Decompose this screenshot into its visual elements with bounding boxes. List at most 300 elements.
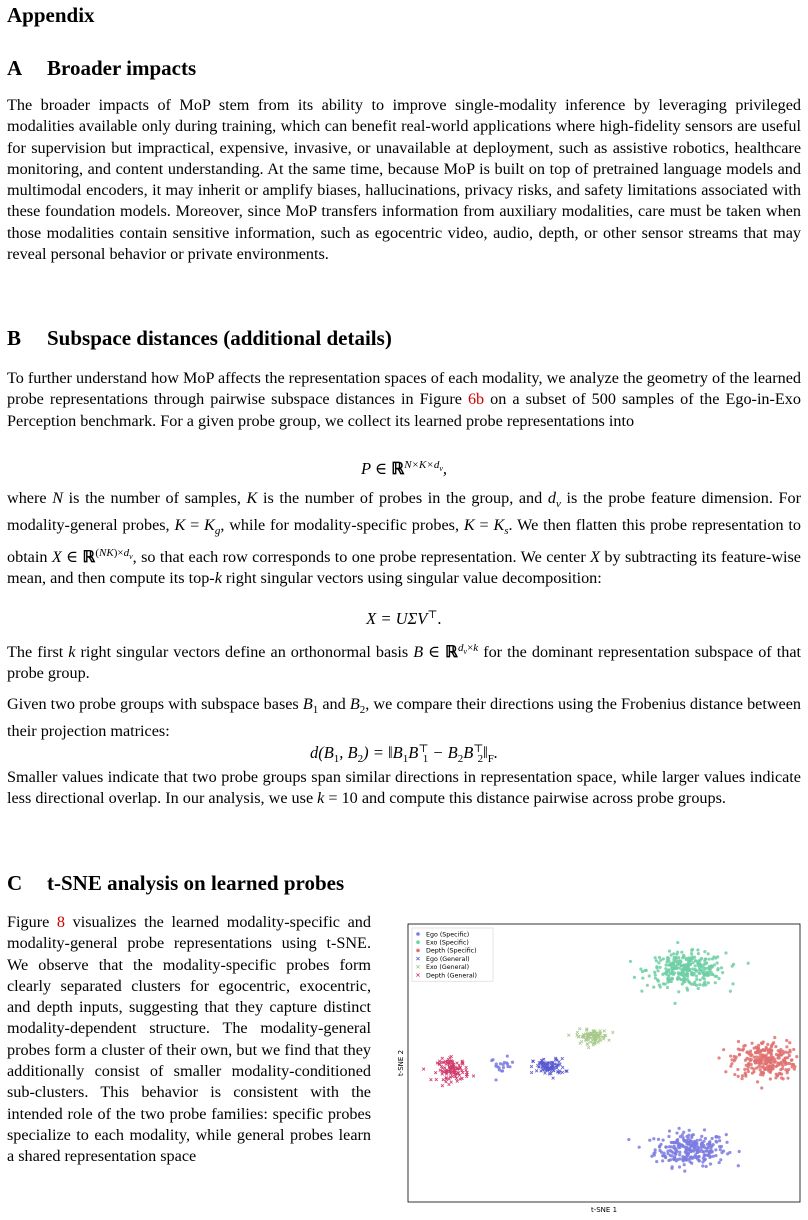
scatter-point (682, 1159, 685, 1162)
scatter-point (781, 1067, 784, 1070)
section-number: A (7, 56, 23, 80)
scatter-point (793, 1065, 796, 1068)
scatter-point (688, 1129, 691, 1132)
scatter-point (655, 1160, 658, 1163)
scatter-point (769, 1077, 772, 1080)
scatter-point (769, 1070, 772, 1073)
scatter-point (714, 1135, 717, 1138)
scatter-point (700, 957, 703, 960)
scatter-point (741, 1077, 744, 1080)
scatter-point (785, 1039, 788, 1042)
scatter-point (703, 1128, 706, 1131)
scatter-point (738, 1048, 741, 1051)
section-b-paragraph-5: Smaller values indicate that two probe groups span similar directions in representation space, while larger values indicate less directional overlap. In our analysis, we use k = 10 and compute this distance pairwise across probe groups. (7, 768, 801, 808)
scatter-point (788, 1041, 791, 1044)
scatter-point (765, 1046, 768, 1049)
scatter-point (737, 1164, 740, 1167)
scatter-point (707, 974, 710, 977)
scatter-point (768, 1056, 771, 1059)
scatter-point (725, 1133, 728, 1136)
scatter-point (708, 1142, 711, 1145)
section-b-paragraph-3: The first k right singular vectors define an orthonormal basis B ∈ ℝ$^{d_v\times k}$ for the dominant representation subspace of that probe group. (7, 642, 801, 683)
scatter-point (700, 1135, 703, 1138)
scatter-point (703, 977, 706, 980)
scatter-point (688, 957, 691, 960)
legend-label: Depth (General) (426, 972, 477, 980)
scatter-point (678, 1151, 681, 1154)
section-a-paragraph: The broader impacts of MoP stem from its ability to improve single-modality inference by leveraging privileged modalities available only during training, which can benefit real-world applications where high-fidelity sensors are useful for supervision but impractical, expensive, invasive, or unavailable at deployment, such as assistive robotics, healthcare monitoring, and content understanding. At the same time, because MoP is built on top of pretrained language models and multimodal encoders, it may inherit or amplify biases, hallucinations, privacy risks, and safety limitations associated with these foundation models. Moreover, since MoP transfers information from auxiliary modalities, care must be taken when those modalities contain sensitive information, such as egocentric video, audio, depth, or other sensor streams that may reveal personal behavior or private environments. (7, 96, 801, 264)
scatter-point (702, 963, 705, 966)
scatter-point (760, 1086, 763, 1089)
scatter-point (694, 1156, 697, 1159)
scatter-point (668, 1129, 671, 1132)
scatter-point (685, 1146, 688, 1149)
section-number: B (7, 326, 22, 350)
scatter-point (664, 967, 667, 970)
scatter-point (699, 1138, 702, 1141)
scatter-point (658, 1144, 661, 1147)
scatter-point (718, 1145, 721, 1148)
scatter-point (714, 956, 717, 959)
scatter-point (744, 1073, 747, 1076)
scatter-point (714, 1140, 717, 1143)
scatter-point (496, 1065, 499, 1068)
scatter-point (668, 950, 671, 953)
scatter-point (761, 1073, 764, 1076)
scatter-point (641, 977, 644, 980)
scatter-point (756, 1051, 759, 1054)
scatter-point (656, 969, 659, 972)
scatter-point (638, 1146, 641, 1149)
scatter-point (780, 1076, 783, 1079)
section-c-heading (7, 871, 344, 896)
scatter-point (753, 1056, 756, 1059)
scatter-point (683, 1169, 686, 1172)
scatter-point (710, 1144, 713, 1147)
scatter-point (733, 1073, 736, 1076)
scatter-point (699, 968, 702, 971)
scatter-point (701, 1160, 704, 1163)
figure-ref-link[interactable]: 8 (56, 913, 65, 931)
scatter-point (670, 1167, 673, 1170)
scatter-point (698, 965, 701, 968)
scatter-point (690, 1140, 693, 1143)
scatter-point (689, 1147, 692, 1150)
scatter-point (659, 959, 662, 962)
scatter-point (701, 1150, 704, 1153)
scatter-point (676, 951, 679, 954)
scatter-point (495, 1062, 498, 1065)
scatter-point (664, 963, 667, 966)
scatter-point (760, 1065, 763, 1068)
scatter-point (676, 1138, 679, 1141)
scatter-point (758, 1055, 761, 1058)
scatter-point (697, 1159, 700, 1162)
scatter-point (784, 1050, 787, 1053)
scatter-point (676, 1158, 679, 1161)
scatter-point (750, 1042, 753, 1045)
section-number: C (7, 871, 23, 895)
scatter-point (655, 965, 658, 968)
scatter-point (750, 1058, 753, 1061)
scatter-point (687, 964, 690, 967)
scatter-point (704, 1137, 707, 1140)
scatter-point (721, 971, 724, 974)
legend-label: Ego (General) (426, 955, 470, 963)
scatter-point (784, 1060, 787, 1063)
text-run: To further understand how MoP affects the representation spaces of each modality, we analyze the geometry of the learned probe representations through pairwise subspace distances in Figure (7, 369, 801, 409)
scatter-point (751, 1072, 754, 1075)
scatter-point (697, 952, 700, 955)
scatter-point (683, 1163, 686, 1166)
scatter-point (774, 1045, 777, 1048)
scatter-point (783, 1057, 786, 1060)
scatter-point (508, 1065, 511, 1068)
scatter-point (690, 1136, 693, 1139)
scatter-point (506, 1054, 509, 1057)
scatter-point (681, 974, 684, 977)
scatter-point (682, 1155, 685, 1158)
scatter-point (770, 1049, 773, 1052)
section-b-paragraph-1 (7, 368, 801, 432)
scatter-point (720, 966, 723, 969)
scatter-point (658, 1149, 661, 1152)
scatter-point (661, 1159, 664, 1162)
scatter-point (506, 1062, 509, 1065)
scatter-point (667, 1135, 670, 1138)
section-title: t-SNE analysis on learned probes (47, 871, 345, 895)
scatter-point (673, 1155, 676, 1158)
scatter-point (776, 1056, 779, 1059)
scatter-point (733, 1055, 736, 1058)
scatter-point (741, 1074, 744, 1077)
scatter-point (703, 1146, 706, 1149)
scatter-point (788, 1049, 791, 1052)
section-c-paragraph: Figure 8 visualizes the learned modality-specific and modality-general probe representations using t-SNE. We observe that the modality-specific probes form clearly separated clusters for egocentric, exocentric, and depth inputs, suggesting that they capture distinct modality-dependent structure. The modality-general probes form a cluster of their own, but we find that they additionally consist of smaller modality-conditioned sub-clusters. This behavior is consistent with the intended role of the two probe families: specific probes specialize to each modality, while general probes learn a shared representation space (7, 913, 371, 1166)
scatter-point (673, 1002, 676, 1005)
scatter-point (711, 1137, 714, 1140)
scatter-point (711, 1150, 714, 1153)
scatter-point (692, 1146, 695, 1149)
scatter-point (680, 951, 683, 954)
scatter-point (701, 1164, 704, 1167)
scatter-point (665, 1145, 668, 1148)
section-a-heading (7, 56, 196, 81)
scatter-point (774, 1065, 777, 1068)
scatter-point (648, 974, 651, 977)
scatter-point (640, 989, 643, 992)
scatter-point (658, 956, 661, 959)
section-title: Broader impacts (47, 56, 197, 80)
scatter-point (761, 1049, 764, 1052)
scatter-point (714, 975, 717, 978)
scatter-point (744, 1044, 747, 1047)
scatter-point (659, 966, 662, 969)
scatter-point (703, 958, 706, 961)
appendix-heading: Appendix (7, 3, 95, 27)
scatter-point (767, 1049, 770, 1052)
scatter-point (657, 1138, 660, 1141)
scatter-point (780, 1061, 783, 1064)
scatter-point (776, 1062, 779, 1065)
scatter-point (718, 1139, 721, 1142)
legend-marker (416, 949, 420, 953)
scatter-point (694, 964, 697, 967)
scatter-point (677, 1146, 680, 1149)
scatter-point (685, 1159, 688, 1162)
scatter-point (675, 1141, 678, 1144)
scatter-point (729, 1054, 732, 1057)
scatter-point (737, 1075, 740, 1078)
scatter-point (682, 1138, 685, 1141)
scatter-point (718, 1161, 721, 1164)
scatter-point (690, 1162, 693, 1165)
scatter-point (687, 960, 690, 963)
scatter-point (707, 952, 710, 955)
scatter-point (696, 948, 699, 951)
scatter-point (786, 1077, 789, 1080)
scatter-point (702, 984, 705, 987)
scatter-point (769, 1061, 772, 1064)
scatter-point (646, 984, 649, 987)
scatter-point (501, 1069, 504, 1072)
scatter-point (675, 1131, 678, 1134)
scatter-point (678, 977, 681, 980)
scatter-point (696, 1151, 699, 1154)
scatter-point (707, 981, 710, 984)
scatter-point (770, 1044, 773, 1047)
section-b-paragraph-2: where N is the number of samples, K is the number of probes in the group, and $d_v$ is the probe feature dimension. For modality-general probes, $K = K_g$, while for modality-specific probes, $K = K_s$. We then flatten this probe representation to obtain X ∈ ℝ$^{(NK)\times d_v}$, so that each row corresponds to one probe representation. We center X by subtracting its feature-wise mean, and then compute its top-k right singular vectors using singular value decomposition: (7, 489, 802, 587)
scatter-point (756, 1080, 759, 1083)
scatter-point (770, 1052, 773, 1055)
scatter-point (724, 951, 727, 954)
scatter-point (498, 1068, 501, 1071)
scatter-point (737, 1040, 740, 1043)
scatter-point (696, 1147, 699, 1150)
scatter-point (672, 1151, 675, 1154)
scatter-point (678, 1127, 681, 1130)
scatter-point (731, 982, 734, 985)
scatter-point (653, 971, 656, 974)
scatter-point (714, 1148, 717, 1151)
scatter-point (791, 1065, 794, 1068)
equation-svd: X = UΣV⊤. (366, 609, 442, 628)
scatter-point (686, 988, 689, 991)
scatter-point (685, 1155, 688, 1158)
scatter-point (678, 1142, 681, 1145)
scatter-point (690, 952, 693, 955)
scatter-point (728, 1151, 731, 1154)
scatter-point (654, 973, 657, 976)
scatter-point (681, 982, 684, 985)
scatter-point (666, 986, 669, 989)
scatter-point (689, 1156, 692, 1159)
scatter-point (754, 1060, 757, 1063)
scatter-point (733, 1059, 736, 1062)
scatter-point (699, 978, 702, 981)
chart-legend (412, 928, 493, 981)
scatter-point (499, 1062, 502, 1065)
scatter-point (666, 970, 669, 973)
scatter-point (629, 960, 632, 963)
scatter-point (772, 1041, 775, 1044)
scatter-point (705, 1165, 708, 1168)
scatter-point (745, 1064, 748, 1067)
scatter-point (697, 987, 700, 990)
scatter-point (729, 1065, 732, 1068)
scatter-point (712, 1155, 715, 1158)
scatter-point (666, 1152, 669, 1155)
scatter-point (627, 1138, 630, 1141)
scatter-point (760, 1041, 763, 1044)
scatter-point (711, 957, 714, 960)
scatter-point (490, 1059, 493, 1062)
scatter-point (502, 1063, 505, 1066)
scatter-point (670, 953, 673, 956)
scatter-point (731, 965, 734, 968)
scatter-point (717, 977, 720, 980)
scatter-point (675, 966, 678, 969)
scatter-point (691, 948, 694, 951)
scatter-point (693, 983, 696, 986)
scatter-point (725, 1141, 728, 1144)
scatter-point (655, 959, 658, 962)
tsne-figure (397, 920, 802, 1215)
scatter-point (724, 1070, 727, 1073)
scatter-point (764, 1062, 767, 1065)
scatter-point (714, 981, 717, 984)
scatter-point (653, 1151, 656, 1154)
scatter-point (738, 1053, 741, 1056)
scatter-point (671, 1141, 674, 1144)
scatter-point (785, 1045, 788, 1048)
scatter-point (777, 1049, 780, 1052)
scatter-point (773, 1036, 776, 1039)
scatter-point (680, 964, 683, 967)
scatter-point (502, 1066, 505, 1069)
scatter-point (695, 978, 698, 981)
scatter-point (673, 1147, 676, 1150)
scatter-point (654, 956, 657, 959)
scatter-point (708, 965, 711, 968)
legend-label: Exo (General) (426, 964, 470, 972)
scatter-point (792, 1048, 795, 1051)
scatter-point (657, 961, 660, 964)
scatter-point (698, 971, 701, 974)
scatter-point (685, 1135, 688, 1138)
scatter-point (717, 967, 720, 970)
scatter-point (685, 973, 688, 976)
scatter-point (749, 1054, 752, 1057)
scatter-point (693, 956, 696, 959)
scatter-point (714, 1154, 717, 1157)
scatter-point (685, 1140, 688, 1143)
scatter-point (494, 1078, 497, 1081)
scatter-point (747, 1070, 750, 1073)
scatter-point (657, 979, 660, 982)
scatter-point (663, 1155, 666, 1158)
scatter-point (704, 967, 707, 970)
scatter-point (716, 961, 719, 964)
scatter-point (695, 975, 698, 978)
scatter-point (729, 990, 732, 993)
scatter-point (743, 1068, 746, 1071)
scatter-point (659, 985, 662, 988)
scatter-point (653, 1154, 656, 1157)
legend-label: Exo (Specific) (426, 939, 469, 947)
x-axis-label: t-SNE 1 (590, 1206, 618, 1214)
scatter-point (633, 976, 636, 979)
scatter-point (672, 961, 675, 964)
scatter-point (652, 1137, 655, 1140)
scatter-point (700, 1143, 703, 1146)
scatter-point (747, 962, 750, 965)
scatter-point (690, 973, 693, 976)
scatter-point (511, 1061, 514, 1064)
scatter-point (709, 1162, 712, 1165)
scatter-point (786, 1069, 789, 1072)
scatter-point (741, 1049, 744, 1052)
scatter-point (722, 1048, 725, 1051)
scatter-point (703, 950, 706, 953)
scatter-point (652, 986, 655, 989)
scatter-point (711, 965, 714, 968)
scatter-point (662, 1139, 665, 1142)
scatter-point (663, 1151, 666, 1154)
y-axis-label: t-SNE 2 (397, 1049, 405, 1077)
scatter-point (745, 1051, 748, 1054)
scatter-point (663, 972, 666, 975)
scatter-point (753, 1047, 756, 1050)
tsne-scatter-chart (397, 920, 802, 1215)
scatter-point (720, 1151, 723, 1154)
legend-label: Ego (Specific) (426, 931, 470, 939)
scatter-point (698, 983, 701, 986)
scatter-point (752, 1068, 755, 1071)
scatter-point (719, 1158, 722, 1161)
scatter-point (744, 1059, 747, 1062)
scatter-point (719, 1148, 722, 1151)
scatter-point (683, 967, 686, 970)
scatter-point (668, 963, 671, 966)
scatter-point (781, 1064, 784, 1067)
scatter-point (691, 967, 694, 970)
scatter-point (692, 1133, 695, 1136)
legend-label: Depth (Specific) (426, 947, 477, 955)
scatter-point (704, 1158, 707, 1161)
scatter-point (795, 1055, 798, 1058)
scatter-point (756, 1061, 759, 1064)
equation-p: P ∈ ℝ$^{N\times K\times d_v}$, (360, 459, 448, 478)
scatter-point (776, 1074, 779, 1077)
section-b-paragraph-4: Given two probe groups with subspace bases $B_1$ and $B_2$, we compare their directions using the Frobenius distance between their projection matrices: (7, 695, 802, 741)
scatter-point (674, 956, 677, 959)
scatter-point (702, 972, 705, 975)
scatter-point (687, 980, 690, 983)
scatter-point (662, 982, 665, 985)
scatter-point (682, 954, 685, 957)
scatter-point (736, 1068, 739, 1071)
scatter-point (708, 958, 711, 961)
scatter-point (788, 1054, 791, 1057)
scatter-point (766, 1068, 769, 1071)
figure-ref-link[interactable]: 6b (467, 390, 485, 409)
scatter-point (668, 1145, 671, 1148)
scatter-point (639, 968, 642, 971)
scatter-point (708, 1150, 711, 1153)
scatter-point (678, 1165, 681, 1168)
scatter-point (671, 968, 674, 971)
